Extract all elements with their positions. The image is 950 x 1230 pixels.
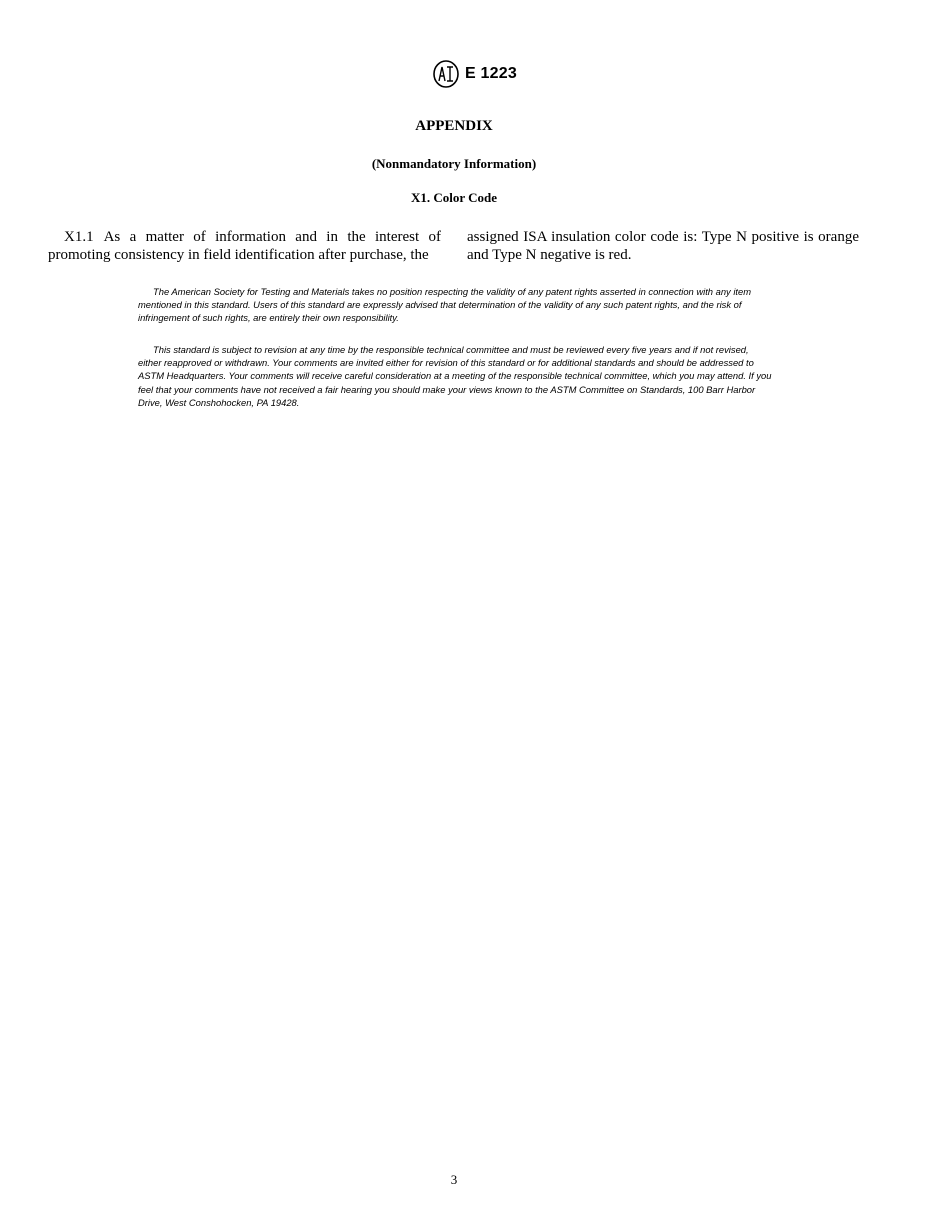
paragraph-id: X1.1 — [64, 229, 94, 245]
page-header — [0, 60, 950, 88]
paragraph-column-right — [467, 228, 859, 264]
paragraph-column-left — [48, 228, 441, 264]
page-number: 3 — [450, 1172, 458, 1187]
revision-notice: This standard is subject to revision at any time by the responsible technical committee and must be reviewed every five years and if not revised, either reapproved or withdrawn. Your comments are invited either for revision of this standard or for additional standards and should be addressed to ASTM Headquarters. Your comments will receive careful consideration at a meeting of the responsible technical committee, which you may attend. If you feel that your comments have not received a fair hearing you should make your views known to the ASTM Committee on Standards, 100 Barr Harbor Drive, West Conshohocken, PA 19428. — [138, 344, 772, 408]
astm-logo-icon — [433, 60, 459, 88]
appendix-title: APPENDIX — [415, 118, 493, 134]
paragraph-text-part-2: assigned ISA insulation color code is: Type N positive is orange and Type N negative is red. — [467, 229, 859, 263]
section-heading: X1. Color Code — [410, 190, 498, 205]
standard-designation: E 1223 — [465, 65, 517, 82]
paragraph-text-part-1: As a matter of information and in the interest of promoting consistency in field identification after purchase, the — [48, 229, 441, 263]
patent-notice: The American Society for Testing and Materials takes no position respecting the validity of any patent rights asserted in connection with any item mentioned in this standard. Users of this standard are expressly advised that determination of the validity of any such patent rights, and the risk of infringement of such rights, are entirely their own responsibility. — [138, 286, 752, 324]
appendix-subtitle: (Nonmandatory Information) — [371, 156, 537, 171]
